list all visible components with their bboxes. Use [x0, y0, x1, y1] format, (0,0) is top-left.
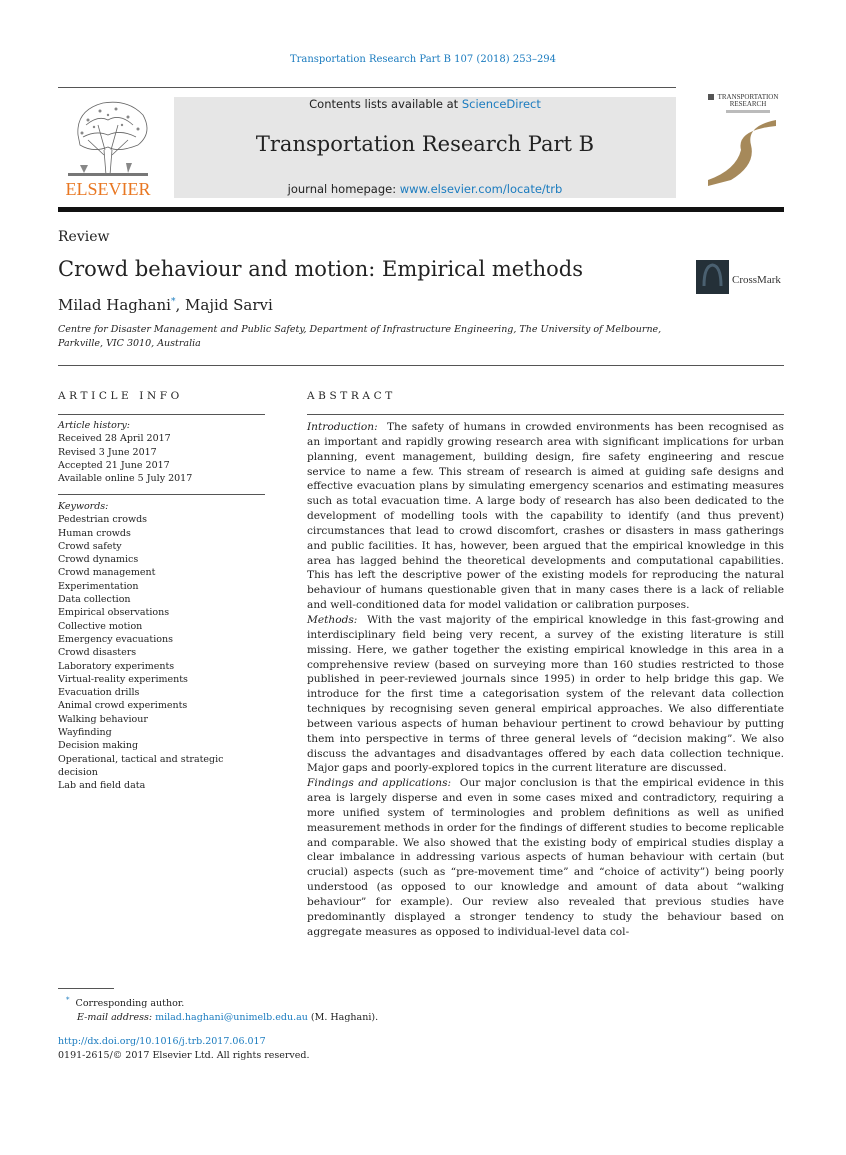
crossmark-label: CrossMark: [732, 274, 781, 286]
abstract-body: [307, 420, 784, 940]
email-line: [58, 1011, 558, 1025]
article-type: Review: [58, 229, 110, 245]
keyword: Lab and field data: [58, 780, 146, 792]
email-label: E-mail address:: [77, 1011, 153, 1023]
methods-text: With the vast majority of the empirical knowledge in this fast-growing and interdisciplinary field being very recent, a survey of the existing literature is still missing. Here, we gather together the existing empirical knowledge in this area in a comprehensive review (based on surveying more than 160 studies restricted to those published in peer-reviewed journals since 1995) in order to help bridge this gap. We introduce for the first time a categorisation system of the relevant data collection techniques by recognising seven general empirical approaches. We also differentiate between various aspects of human behaviour pertinent to crowd behaviour by putting them into perspective in terms of three general levels of “decision making”. We also discuss the advantages and disadvantages offered by each data collection technique. Major gaps and poorly-explored topics in the current literature are discussed.: [307, 613, 784, 775]
article-info-rule: [58, 414, 265, 415]
homepage-link[interactable]: www.elsevier.com/locate/trb: [399, 182, 563, 196]
author-1: Milad Haghani: [58, 296, 171, 314]
section-rule: [58, 365, 784, 366]
author-list: [58, 296, 273, 314]
copyright: 0191-2615/© 2017 Elsevier Ltd. All rights reserved.: [58, 1049, 310, 1061]
history-item: Available online 5 July 2017: [58, 473, 193, 485]
abstract-methods: [307, 613, 784, 776]
homepage-prefix: journal homepage:: [287, 182, 400, 196]
history-label: Article history:: [58, 420, 130, 431]
doi-block: [58, 1035, 558, 1062]
history-item: Accepted 21 June 2017: [58, 459, 170, 471]
findings-text: Our major conclusion is that the empirical evidence in this area is largely disperse and even in some cases mixed and contradictory, requiring a more unified system of terminologies and problem definitions as well as unified measurement methods in order for the findings of different studies to become replicable and comparable. We also showed that the existing body of empirical studies display a clear imbalance in addressing various aspects of human behaviour with certain (but crucial) aspects (such as “pre-movement time” and “choice of activity”) being poorly understood (as opposed to our knowledge and amount of data about “walking behaviour” for example). Our review also revealed that previous studies have predominantly displayed a stronger tendency to study the behaviour based on aggregate measures as opposed to individual-level data col-: [307, 777, 784, 938]
email-link[interactable]: milad.haghani@unimelb.edu.au: [155, 1011, 308, 1023]
keyword: Crowd dynamics: [58, 554, 139, 566]
homepage-line: [174, 182, 676, 196]
header-thick-rule: [58, 207, 784, 212]
methods-label: Methods:: [307, 613, 358, 626]
footnote-mark: *: [66, 996, 70, 1004]
abstract-heading: ABSTRACT: [307, 390, 396, 402]
elsevier-logo: [58, 95, 158, 200]
keywords-rule: [58, 494, 265, 495]
abstract-findings: [307, 776, 784, 939]
journal-cover-image: [706, 90, 784, 190]
keyword: Data collection: [58, 594, 131, 606]
sciencedirect-link[interactable]: ScienceDirect: [461, 97, 541, 111]
article-info-heading: ARTICLE INFO: [58, 390, 183, 402]
article-history: [58, 419, 265, 485]
corresponding-mark[interactable]: *: [170, 297, 176, 307]
corresponding-text: Corresponding author.: [75, 998, 185, 1010]
keyword: Experimentation: [58, 580, 139, 592]
keywords-list: [58, 500, 265, 793]
footnote-rule: [58, 988, 114, 989]
keyword: Evacuation drills: [58, 687, 140, 699]
keyword: Pedestrian crowds: [58, 514, 148, 526]
keyword: Crowd safety: [58, 540, 122, 552]
findings-label: Findings and applications:: [307, 777, 452, 790]
journal-cover: [706, 90, 784, 190]
doi-link[interactable]: http://dx.doi.org/10.1016/j.trb.2017.06.017: [58, 1036, 266, 1047]
journal-reference[interactable]: Transportation Research Part B 107 (2018) 253–294: [289, 54, 557, 65]
contents-prefix: Contents lists available at: [309, 97, 462, 111]
author-separator: ,: [175, 296, 186, 314]
crossmark-icon: [696, 260, 786, 294]
article-title: Crowd behaviour and motion: Empirical methods: [58, 257, 584, 281]
header-top-rule: [58, 87, 676, 88]
history-item: Received 28 April 2017: [58, 433, 171, 445]
keyword: Laboratory experiments: [58, 660, 175, 672]
author-2: Majid Sarvi: [185, 296, 273, 314]
cover-title-line1: TRANSPORTATION: [717, 93, 779, 101]
email-suffix: (M. Haghani).: [310, 1011, 379, 1023]
keyword: Walking behaviour: [58, 713, 148, 725]
cover-title-line2: RESEARCH: [729, 100, 767, 108]
keyword: Decision making: [58, 740, 139, 752]
keyword: Animal crowd experiments: [58, 700, 188, 712]
keyword: Emergency evacuations: [58, 633, 173, 645]
intro-label: Introduction:: [307, 421, 378, 433]
contents-line: [174, 97, 676, 111]
publisher-wordmark: ELSEVIER: [65, 179, 151, 199]
footnote: [58, 994, 558, 1024]
abstract-introduction: [307, 420, 784, 613]
history-item: Revised 3 June 2017: [58, 446, 157, 458]
journal-title: Transportation Research Part B: [255, 132, 595, 156]
abstract-rule: [307, 414, 784, 415]
keyword: Virtual-reality experiments: [58, 673, 188, 685]
keyword: Collective motion: [58, 620, 143, 632]
intro-text: The safety of humans in crowded environments has been recognised as an important and rapidly growing research area with significant implications for urban planning, event management, building design, fire safety engineering and rescue service to name a few. This stream of research is aimed at guiding safe designs and effective evacuation plans by simulating emergency scenarios and estimating measures such as total evacuation time. A large body of research has also been dedicated to the development of modelling tools with the capability to identify (and thus prevent) circumstances that lead to crowd discomfort, crashes or disasters in mass gatherings and public facilities. It has, however, been argued that the empirical knowledge in this area has lagged behind the theoretical developments and computational capabilities. This has left the descriptive power of the existing models for reproducing the natural behaviour of humans questionable given that in many cases there is a lack of reliable and well-conditioned data for model validation or calibration purposes.: [307, 421, 784, 612]
keyword: Crowd disasters: [58, 647, 137, 659]
affiliation: Centre for Disaster Management and Public Safety, Department of Infrastructure Engineering, The University of Melbourne, Parkville, VIC 3010, Australia: [58, 324, 662, 349]
crossmark-badge[interactable]: [696, 260, 786, 294]
keyword: Crowd management: [58, 567, 156, 579]
keyword: Wayfinding: [58, 727, 112, 739]
keyword: Empirical observations: [58, 607, 170, 619]
keyword: Operational, tactical and strategic decision: [58, 753, 224, 778]
keywords-label: Keywords:: [58, 501, 109, 512]
corresponding-footnote: [58, 994, 558, 1011]
keyword: Human crowds: [58, 527, 131, 539]
elsevier-tree-icon: [58, 95, 158, 200]
